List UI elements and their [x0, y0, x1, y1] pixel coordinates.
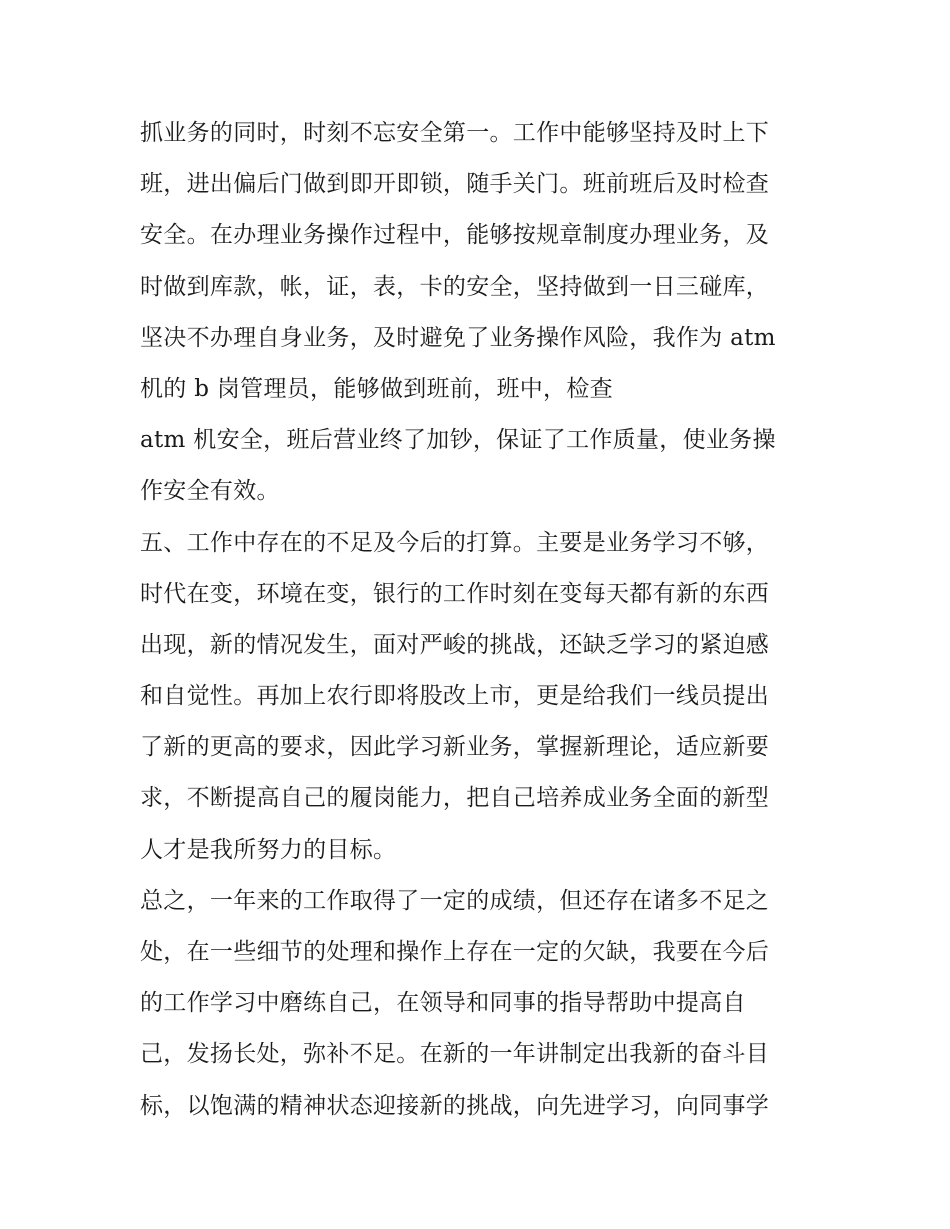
text-line: 的工作学习中磨练自己，在领导和同事的指导帮助中提高自 — [140, 990, 746, 1017]
text-line: 总之，一年来的工作取得了一定的成绩，但还存在诸多不足之 — [140, 887, 770, 914]
text-line: 和自觉性。再加上农行即将股改上市，更是给我们一线员提出 — [140, 683, 770, 710]
text-line: 标，以饱满的精神状态迎接新的挑战，向先进学习，向同事学 — [140, 1092, 770, 1119]
body-text — [140, 108, 820, 1132]
text-line: 抓业务的同时，时刻不忘安全第一。工作中能够坚持及时上下 — [140, 120, 770, 146]
text-line: 出现，新的情况发生，面对严峻的挑战，还缺乏学习的紧迫感 — [140, 631, 770, 658]
text-line: 时做到库款，帐，证，表，卡的安全，坚持做到一日三碰库， — [140, 273, 770, 300]
text-line: 作安全有效。 — [140, 478, 280, 505]
text-line: 求，不断提高自己的履岗能力，把自己培养成业务全面的新型 — [140, 785, 770, 812]
text-line: 了新的更高的要求，因此学习新业务，掌握新理论，适应新要 — [140, 734, 770, 761]
text-line: 五、工作中存在的不足及今后的打算。主要是业务学习不够， — [140, 529, 770, 556]
text-line: atm 机安全，班后营业终了加钞，保证了工作质量，使业务操 — [140, 427, 776, 454]
text-line: 人才是我所努力的目标。 — [140, 836, 397, 863]
text-line: 己，发扬长处，弥补不足。在新的一年讲制定出我新的奋斗目 — [140, 1041, 770, 1068]
text-line: 班，进出偏后门做到即开即锁，随手关门。班前班后及时检查 — [140, 171, 770, 198]
text-line: 安全。在办理业务操作过程中，能够按规章制度办理业务，及 — [140, 222, 770, 249]
text-line: 时代在变，环境在变，银行的工作时刻在变每天都有新的东西 — [140, 580, 770, 607]
text-line: 处，在一些细节的处理和操作上存在一定的欠缺，我要在今后 — [140, 939, 770, 965]
text-line: 机的 b 岗管理员，能够做到班前，班中，检查 — [140, 375, 613, 402]
text-line: 坚决不办理自身业务，及时避免了业务操作风险，我作为 atm — [140, 324, 776, 351]
